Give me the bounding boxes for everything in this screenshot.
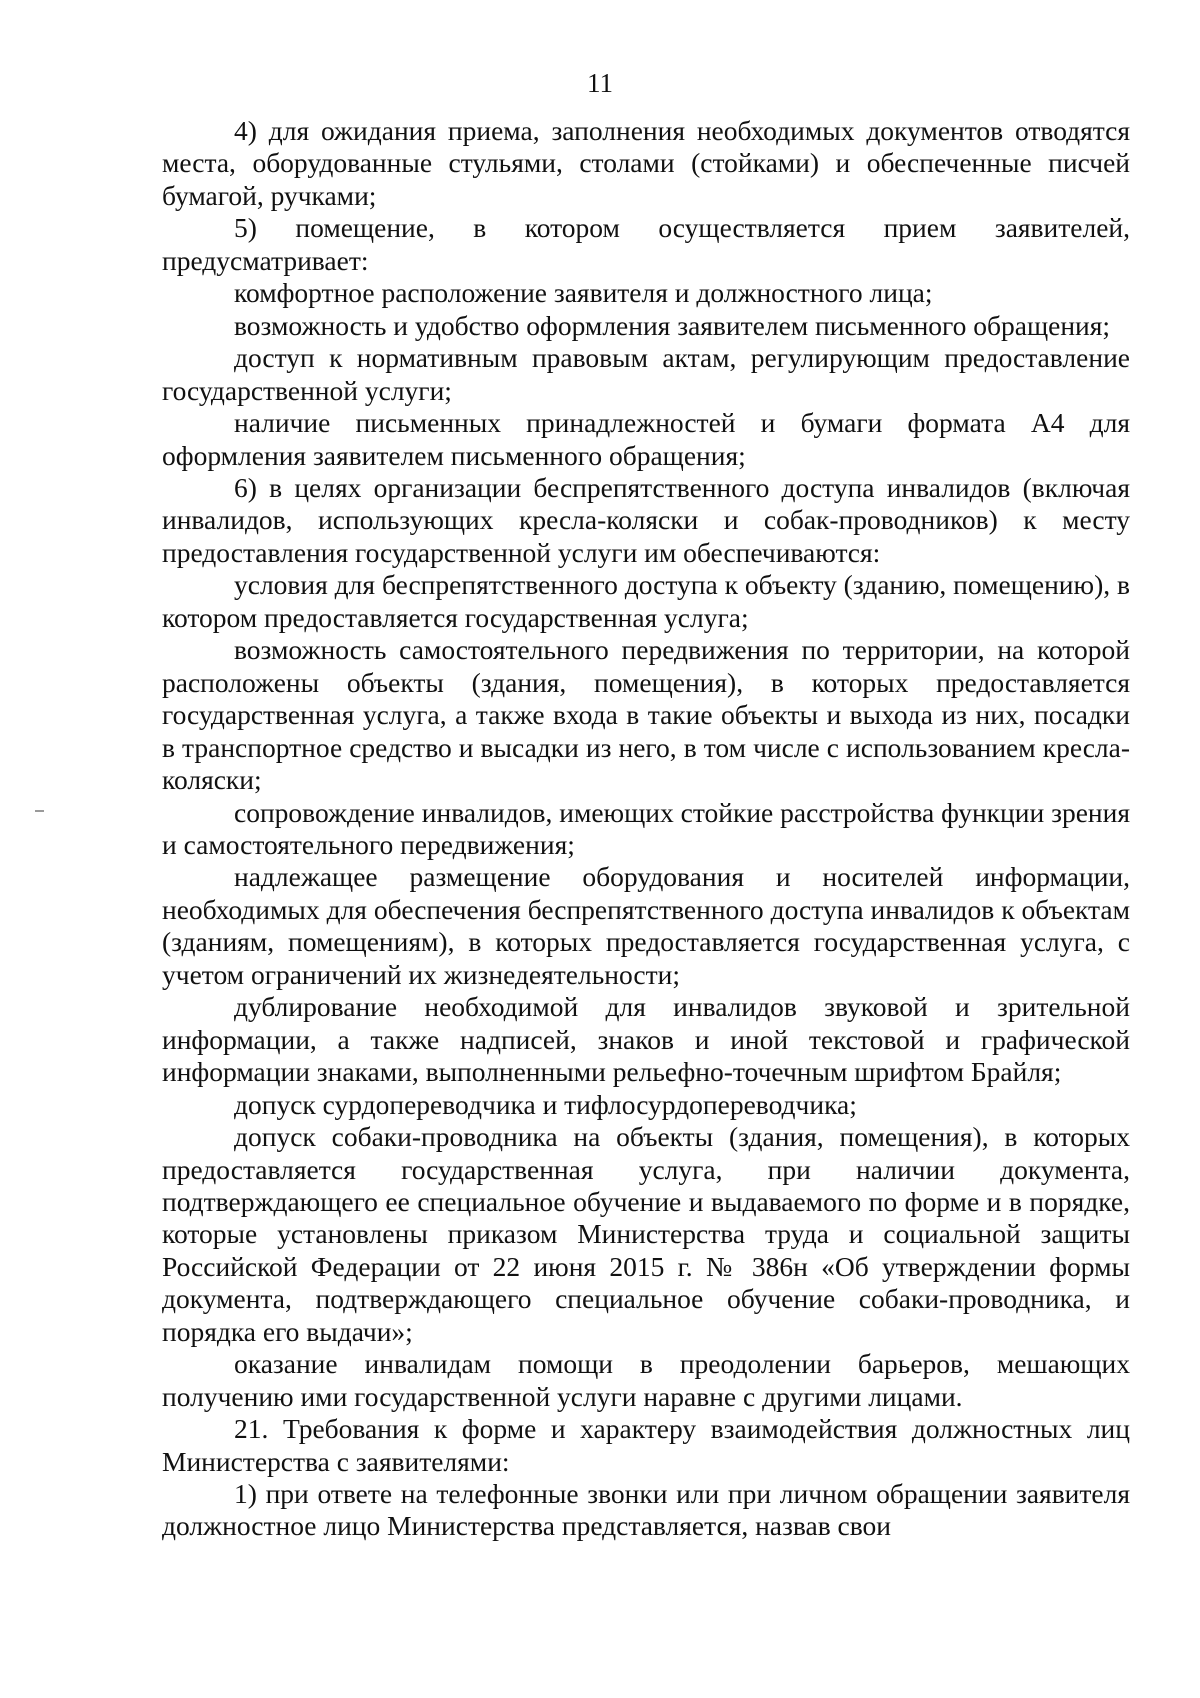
paragraph-equipment-placement: надлежащее размещение оборудования и носителей информации, необходимых для обеспечения беспрепятственного доступа инвалидов к объектам (зданиям, помещениям), в которых предоставляется государственная услуга, с учетом ограничений их жизнедеятельности; [162,861,1130,990]
paragraph-item-4-waiting-area: 4) для ожидания приема, заполнения необходимых документов отводятся места, оборудованные стульями, столами (стойками) и обеспеченные писчей бумагой, ручками; [162,115,1130,211]
paragraph-access-to-legal-acts: доступ к нормативным правовым актам, регулирующим предоставление государственной услуги; [162,342,1130,406]
paragraph-guide-dog: допуск собаки-проводника на объекты (здания, помещения), в которых предоставляется государственная услуга, при наличии документа, подтверждающего ее специальное обучение и выдаваемого по форме и в порядке, которые установлены приказом Министерства труда и социальной защиты Российской Федерации от 22 июня 2015 г. № 386н «Об утверждении формы документа, подтверждающего специальное обучение собаки-проводника, и порядка его выдачи»; [162,1121,1130,1347]
paragraph-comfortable-placement: комфортное расположение заявителя и должностного лица; [234,277,933,309]
paragraph-access-conditions: условия для беспрепятственного доступа к объекту (зданию, помещению), в котором предоставляется государственная услуга; [162,569,1130,633]
scan-artifact-mark [35,810,44,812]
paragraph-independent-movement: возможность самостоятельного передвижения по территории, на которой расположены объекты (здания, помещения), в которых предоставляется государственная услуга, а также входа в такие объекты и выхода из них, посадки в транспортное средство и высадки из него, в том числе с использованием кресла-коляски; [162,634,1130,796]
paragraph-item-5-reception-room: 5) помещение, в котором осуществляется прием заявителей, предусматривает: [162,212,1130,276]
paragraph-escort: сопровождение инвалидов, имеющих стойкие расстройства функции зрения и самостоятельного передвижения; [162,796,1130,860]
paragraph-duplication-braille: дублирование необходимой для инвалидов звуковой и зрительной информации, а также надписей, знаков и иной текстовой и графической информации знаками, выполненными рельефно-точечным шрифтом Брайля; [162,991,1130,1088]
paragraph-item-6-disabled-access: 6) в целях организации беспрепятственного доступа инвалидов (включая инвалидов, использующих кресла-коляски и собак-проводников) к месту предоставления государственной услуги им обеспечиваются: [162,471,1130,568]
paragraph-sign-interpreter: допуск сурдопереводчика и тифлосурдопереводчика; [234,1088,857,1120]
paragraph-item-1-phone-calls: 1) при ответе на телефонные звонки или при личном обращении заявителя должностное лицо Министерства представляется, назвав свои [162,1478,1130,1542]
paragraph-written-appeal-possibility: возможность и удобство оформления заявителем письменного обращения; [234,309,1111,341]
paragraph-item-21-interaction-requirements: 21. Требования к форме и характеру взаимодействия должностных лиц Министерства с заявителями: [162,1413,1130,1477]
paragraph-writing-supplies: наличие письменных принадлежностей и бумаги формата А4 для оформления заявителем письменного обращения; [162,407,1130,471]
page-number: 11 [587,68,613,98]
document-body [162,115,1130,1543]
paragraph-barrier-assistance: оказание инвалидам помощи в преодолении барьеров, мешающих получению ими государственной услуги наравне с другими лицами. [162,1348,1130,1412]
